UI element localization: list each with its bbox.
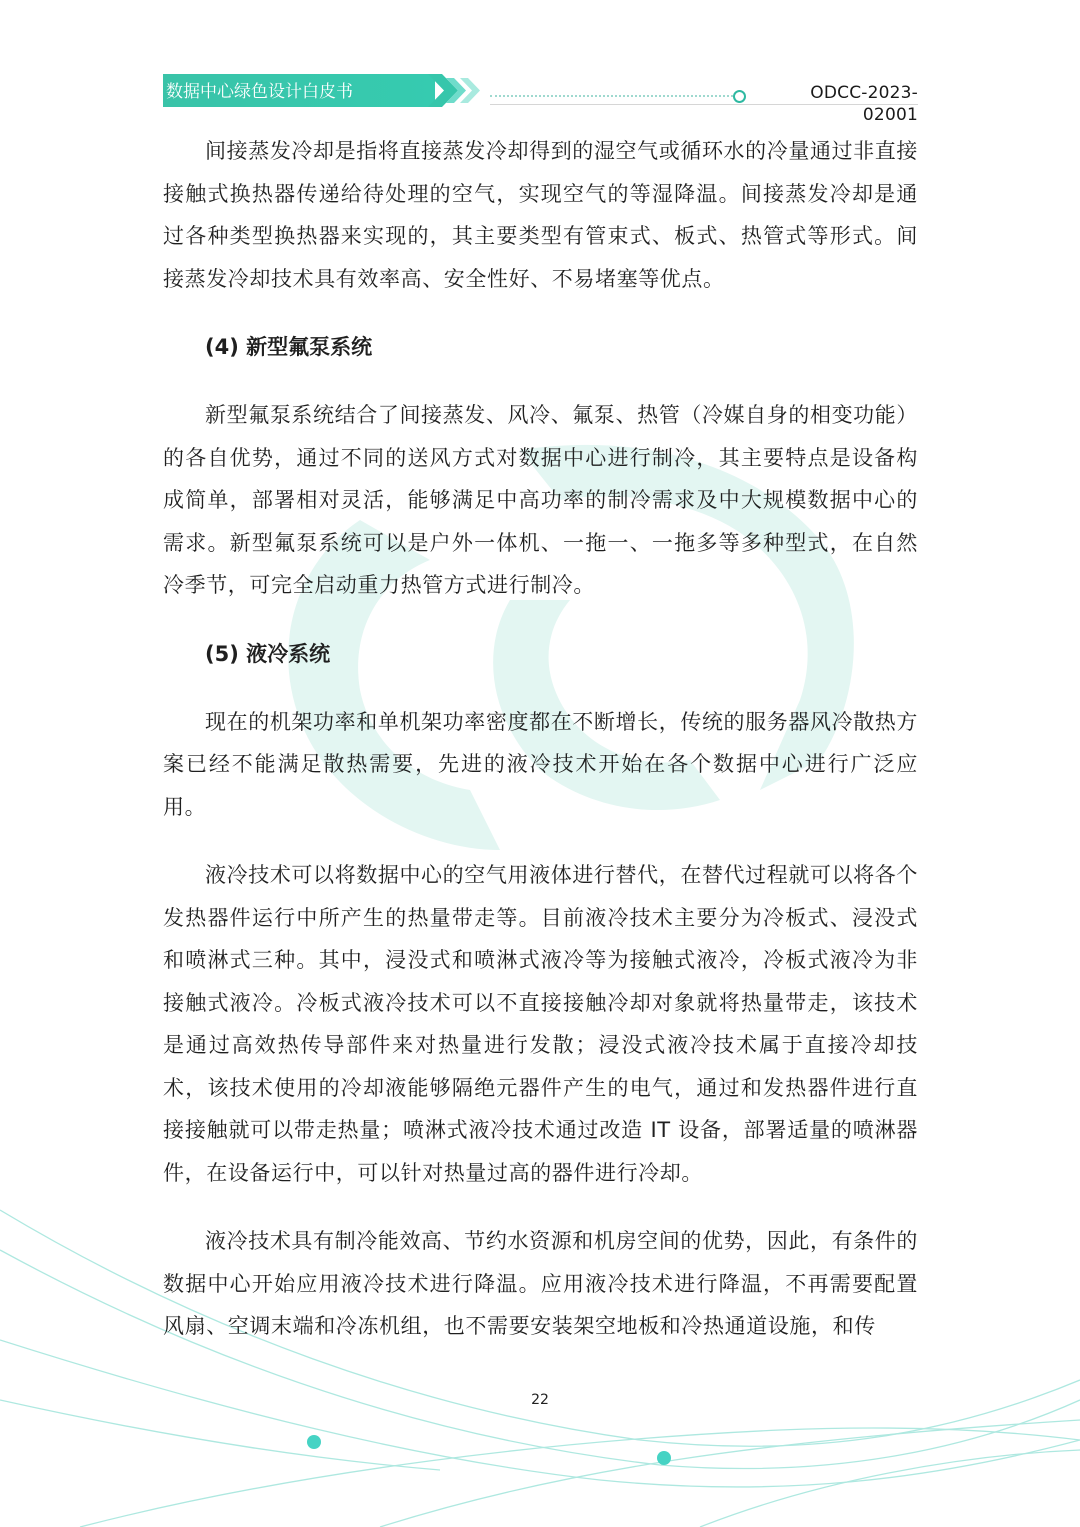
section-heading: (4) 新型氟泵系统 [205, 335, 373, 359]
page-number: 22 [531, 1392, 549, 1408]
paragraph: 现在的机架功率和单机架功率密度都在不断增长，传统的服务器风冷散热方案已经不能满足散热需要，先进的液冷技术开始在各个数据中心进行广泛应用。 [163, 709, 918, 819]
section-heading: (5) 液冷系统 [205, 641, 331, 666]
spacer [163, 368, 918, 394]
paragraph: 新型氟泵系统结合了间接蒸发、风冷、氟泵、热管（冷媒自身的相变功能）的各自优势，通过不同的送风方式对数据中心进行制冷，其主要特点是设备构成简单，部署相对灵活，能够满足中高功率的制冷需求及中大规模数据中心的需求。新型氟泵系统可以是户外一体机、一拖一、一拖多等多种型式，在自然冷季节，可完全启动重力热管方式进行制冷。 [163, 403, 918, 597]
main-content [163, 130, 918, 1348]
paragraph: 液冷技术可以将数据中心的空气用液体进行替代，在替代过程就可以将各个发热器件运行中所产生的热量带走等。目前液冷技术主要分为冷板式、浸没式和喷淋式三种。其中，浸没式和喷淋式液冷等为接触式液冷，冷板式液冷为非接触式液冷。冷板式液冷技术可以不直接接触冷却对象就将热量带走，该技术是通过高效热传导部件来对热量进行发散；浸没式液冷技术属于直接冷却技术，该技术使用的冷却液能够隔绝元器件产生的电气，通过和发热器件进行直接接触就可以带走热量；喷淋式液冷技术通过改造 IT 设备，部署适量的喷淋器件，在设备运行中，可以针对热量过高的器件进行冷却。 [163, 863, 918, 1185]
spacer [163, 1194, 918, 1220]
spacer [163, 828, 918, 854]
header-title: 数据中心绿色设计白皮书 [166, 82, 353, 102]
circle-icon [733, 90, 746, 103]
decoration-dot [307, 1435, 321, 1449]
spacer [163, 300, 918, 326]
spacer [163, 675, 918, 701]
decoration-dot [657, 1451, 671, 1465]
spacer [163, 607, 918, 633]
header-divider [490, 95, 733, 97]
paragraph: 间接蒸发冷却是指将直接蒸发冷却得到的湿空气或循环水的冷量通过非直接接触式换热器传递给待处理的空气，实现空气的等湿降温。间接蒸发冷却是通过各种类型换热器来实现的，其主要类型有管束式、板式、热管式等形式。间接蒸发冷却技术具有效率高、安全性好、不易堵塞等优点。 [163, 139, 918, 291]
document-code: ODCC-2023-02001 [810, 83, 918, 125]
chevron-right-icon [428, 74, 488, 107]
paragraph: 液冷技术具有制冷能效高、节约水资源和机房空间的优势，因此，有条件的数据中心开始应用液冷技术进行降温。应用液冷技术进行降温，不再需要配置风扇、空调末端和冷冻机组，也不需要安装架空地板和冷热通道设施，和传 [163, 1229, 918, 1338]
